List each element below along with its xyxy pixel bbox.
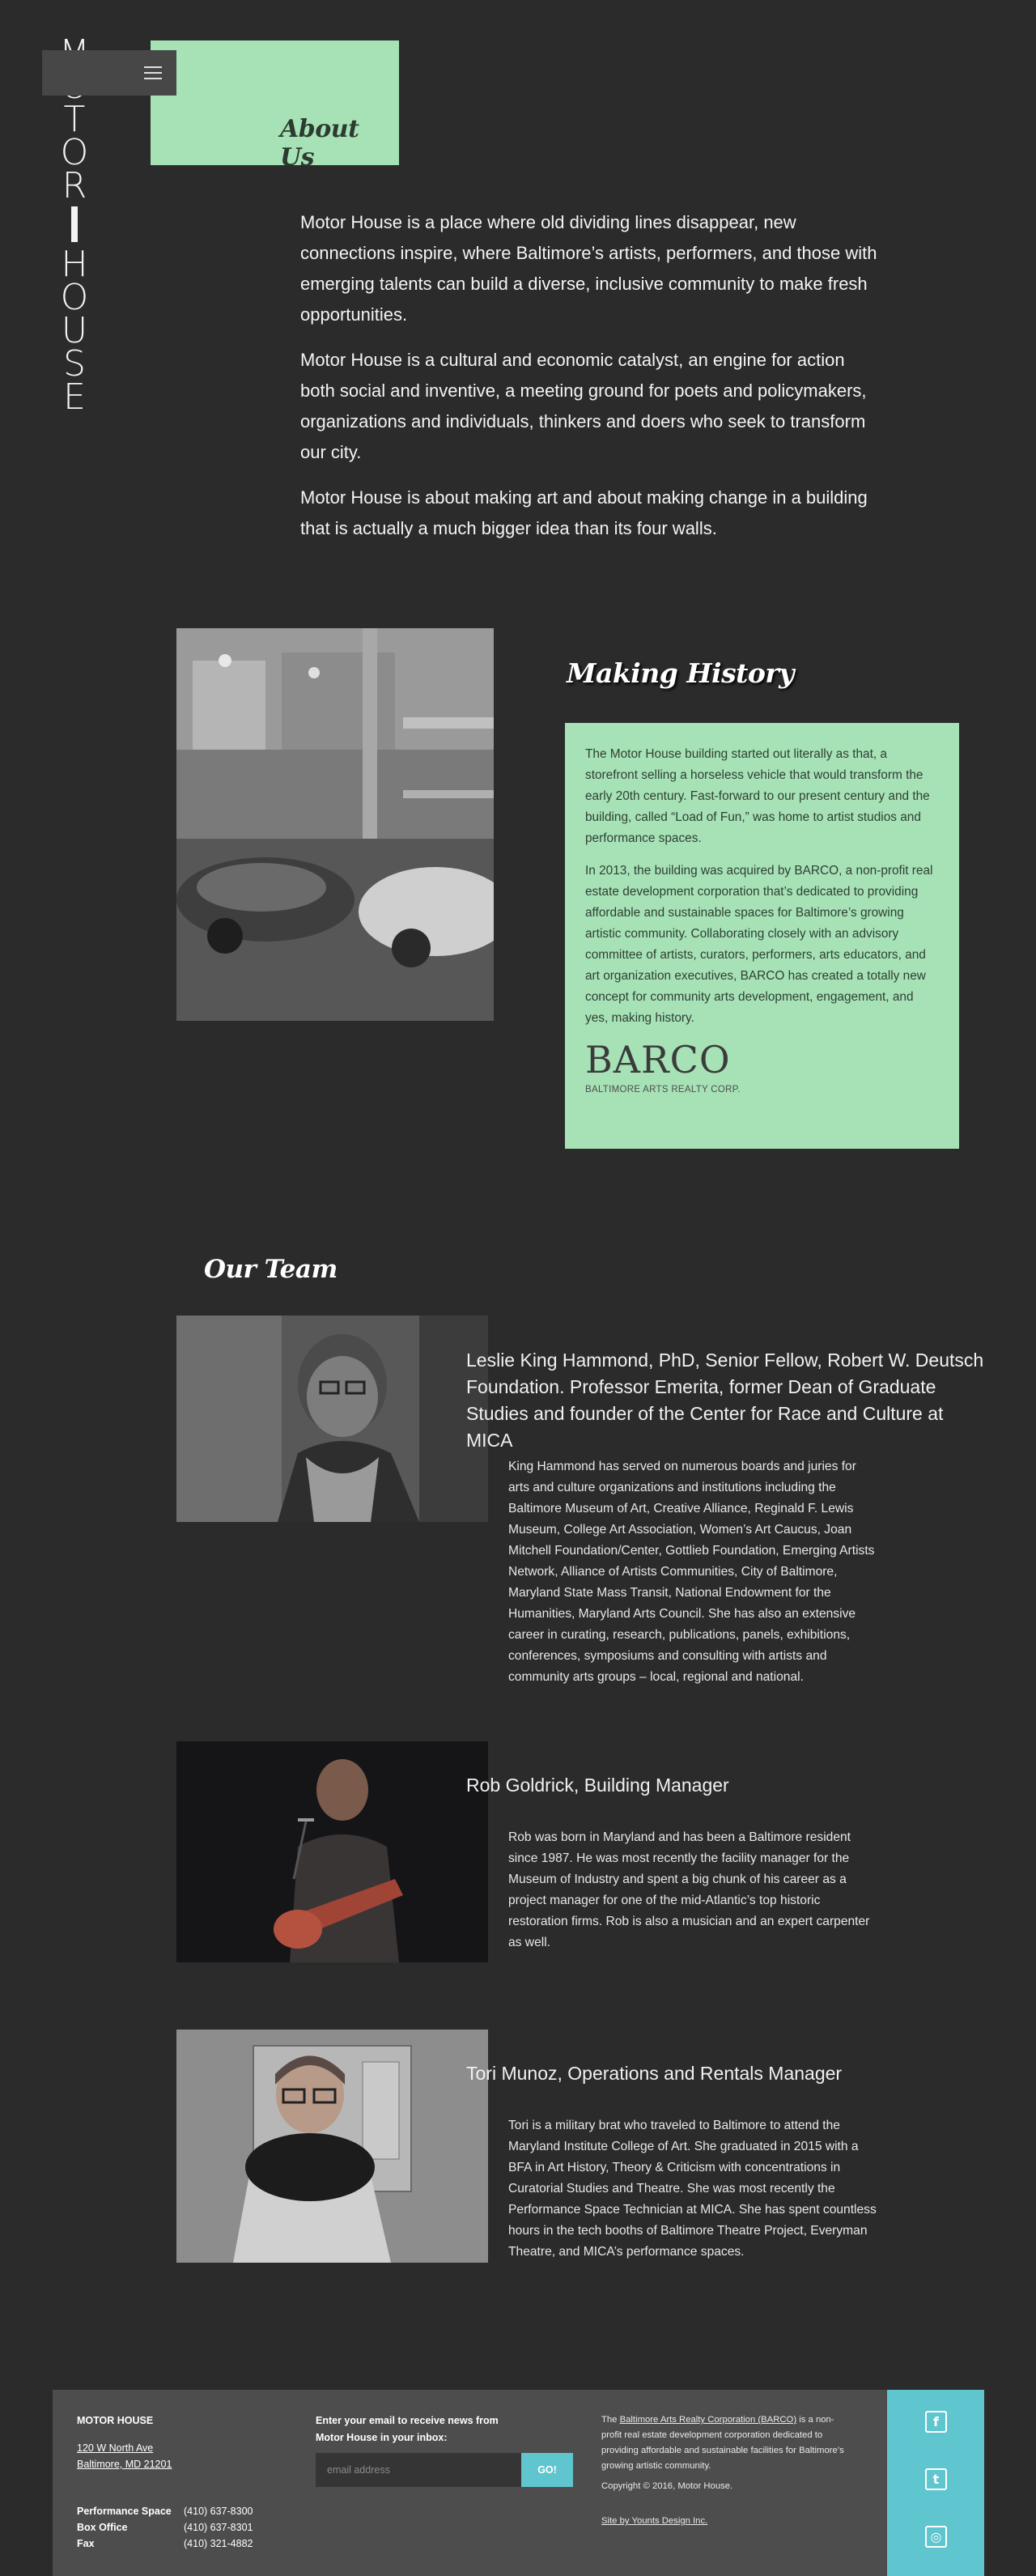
member-bio: Rob was born in Maryland and has been a Baltimore resident since 1987. He was most recently the facility manager for the Museum of Industry and spent a big chunk of his career as a project manager for one of the mid-Atlantic’s top historic restoration firms. Rob is also a musician and an expert carpenter as well. [508,1830,870,1949]
about-text [300,207,883,559]
footer-contact [77,2412,287,2552]
phone-number[interactable]: (410) 637-8301 [184,2522,253,2533]
phone-label: Performance Space [77,2506,172,2517]
member-name: Leslie King Hammond, PhD, Senior Fellow, Robert W. Deutsch Foundation. Professor Emerita, former Dean of Graduate Studies and founder of the Center for Race and Culture at MICA [466,1350,984,1451]
logo-letter: T [63,99,86,140]
phone-number[interactable]: (410) 637-8300 [184,2506,253,2517]
email-input[interactable] [316,2453,521,2487]
address-link[interactable]: Baltimore, MD 21201 [77,2459,172,2470]
social-links [887,2390,984,2576]
phone-label: Fax [77,2538,95,2549]
newsletter-label: Enter your email to receive news from Motor House in your inbox: [316,2415,499,2443]
section-title-team: Our Team [204,1255,338,1284]
newsletter-signup [316,2412,583,2487]
phone-row [77,2519,287,2536]
logo-letter: E [63,376,86,418]
phone-list [77,2503,287,2552]
instagram-icon[interactable]: ◎ [925,2526,947,2548]
history-text-box [565,723,959,1149]
hamburger-icon [144,66,162,79]
member-photo [176,2030,488,2263]
logo-letter: O [60,132,89,173]
phone-row [77,2536,287,2552]
section-title-history: Making History [567,657,794,689]
barco-link[interactable]: Baltimore Arts Realty Corporation (BARCO) [619,2415,797,2425]
about-paragraph: Motor House is a cultural and economic catalyst, an engine for action both social and inventive, a meeting ground for poets and policymakers, organizations and individuals, thinkers and doers who seek to transform our city. [300,350,867,462]
about-paragraph: Motor House is about making art and about making change in a building that is actually a much bigger idea than its four walls. [300,487,868,538]
logo-letter: R [62,165,87,206]
member-bio: King Hammond has served on numerous boards and juries for arts and culture organizations and institutions including the Baltimore Museum of Art, Creative Alliance, Reginald F. Lewis Museum, College Art Association, Women’s Art Caucus, Joan Mitchell Foundation/Center, Gottlieb Foundation, Emerging Artists Network, Alliance of Artists Communities, City of Baltimore, Maryland State Mass Transit, National Endowment for the Humanities, Maryland Arts Council. She has also an extensive career in curating, research, publications, panels, exhibitions, conferences, symposiums and consulting with artists and community arts groups – local, regional and national. [508,1460,875,1684]
barco-description [601,2412,852,2474]
barco-logo [585,1040,938,1100]
member-photo [176,1316,488,1522]
phone-number[interactable]: (410) 321-4882 [184,2538,253,2549]
logo-dash [71,206,78,242]
menu-button[interactable] [42,50,176,96]
phone-row [77,2503,287,2519]
barco-logo-subtitle: BALTIMORE ARTS REALTY CORP. [585,1085,741,1095]
logo-letter: U [61,310,88,351]
footer-address [77,2440,287,2472]
history-paragraph: The Motor House building started out literally as that, a storefront selling a horseless vehicle that would transform the early 20th century. Fast-forward to our present century and the building, called “Load of Fun,” was home to artist studios and performance spaces. [585,747,930,845]
history-paragraph: In 2013, the building was acquired by BARCO, a non-profit real estate development corporation that’s dedicated to providing affordable and sustainable spaces for Baltimore’s growing artistic community. Collaborating closely with an advisory committee of artists, curators, performers, arts educators, and art organization executives, BARCO has created a totally new concept for community arts development, engagement, and yes, making history. [585,864,933,1025]
about-title-box [151,40,399,172]
about-paragraph: Motor House is a place where old dividing lines disappear, new connections inspire, where Baltimore’s artists, performers, and those with emerging talents can build a diverse, inclusive community to make fresh opportunities. [300,212,877,325]
phone-label: Box Office [77,2522,128,2533]
member-bio: Tori is a military brat who traveled to Baltimore to attend the Maryland Institute College of Art. She graduated in 2015 with a BFA in Art History, Theory & Criticism with concentrations in Curatorial Studies and Theatre. She was most recently the Performance Space Technician at MICA. She has spent countless hours in the tech booths of Baltimore Theatre Project, Everyman Theatre, and MICA’s performance spaces. [508,2119,877,2259]
member-name: Rob Goldrick, Building Manager [466,1775,729,1796]
barco-logo-word: BARCO [585,1038,731,1082]
logo-letter: S [63,343,86,385]
newsletter-form [316,2453,583,2487]
member-name: Tori Munoz, Operations and Rentals Manager [466,2063,843,2084]
subscribe-button[interactable]: GO! [521,2453,573,2487]
historic-garage-photo [176,628,494,1021]
logo-letter: H [61,244,88,285]
footer-brand: MOTOR HOUSE [77,2415,154,2426]
twitter-icon[interactable]: t [925,2468,947,2490]
member-photo [176,1741,488,1962]
barco-description-suffix: is a non-profit real estate development corporation dedicated to providing affordable and sustainable facilities for Baltimore’s growing artistic community. [601,2415,844,2471]
address-link[interactable]: 120 W North Ave [77,2442,154,2454]
page-title: About Us [280,115,359,172]
barco-description-prefix: The [601,2415,620,2425]
designer-credit-link[interactable]: Site by Younts Design Inc. [601,2516,708,2526]
logo-letter: O [60,277,89,318]
facebook-icon[interactable]: f [925,2411,947,2433]
copyright: Copyright © 2016, Motor House. [601,2481,733,2491]
site-footer [53,2390,984,2576]
footer-about [601,2412,852,2529]
